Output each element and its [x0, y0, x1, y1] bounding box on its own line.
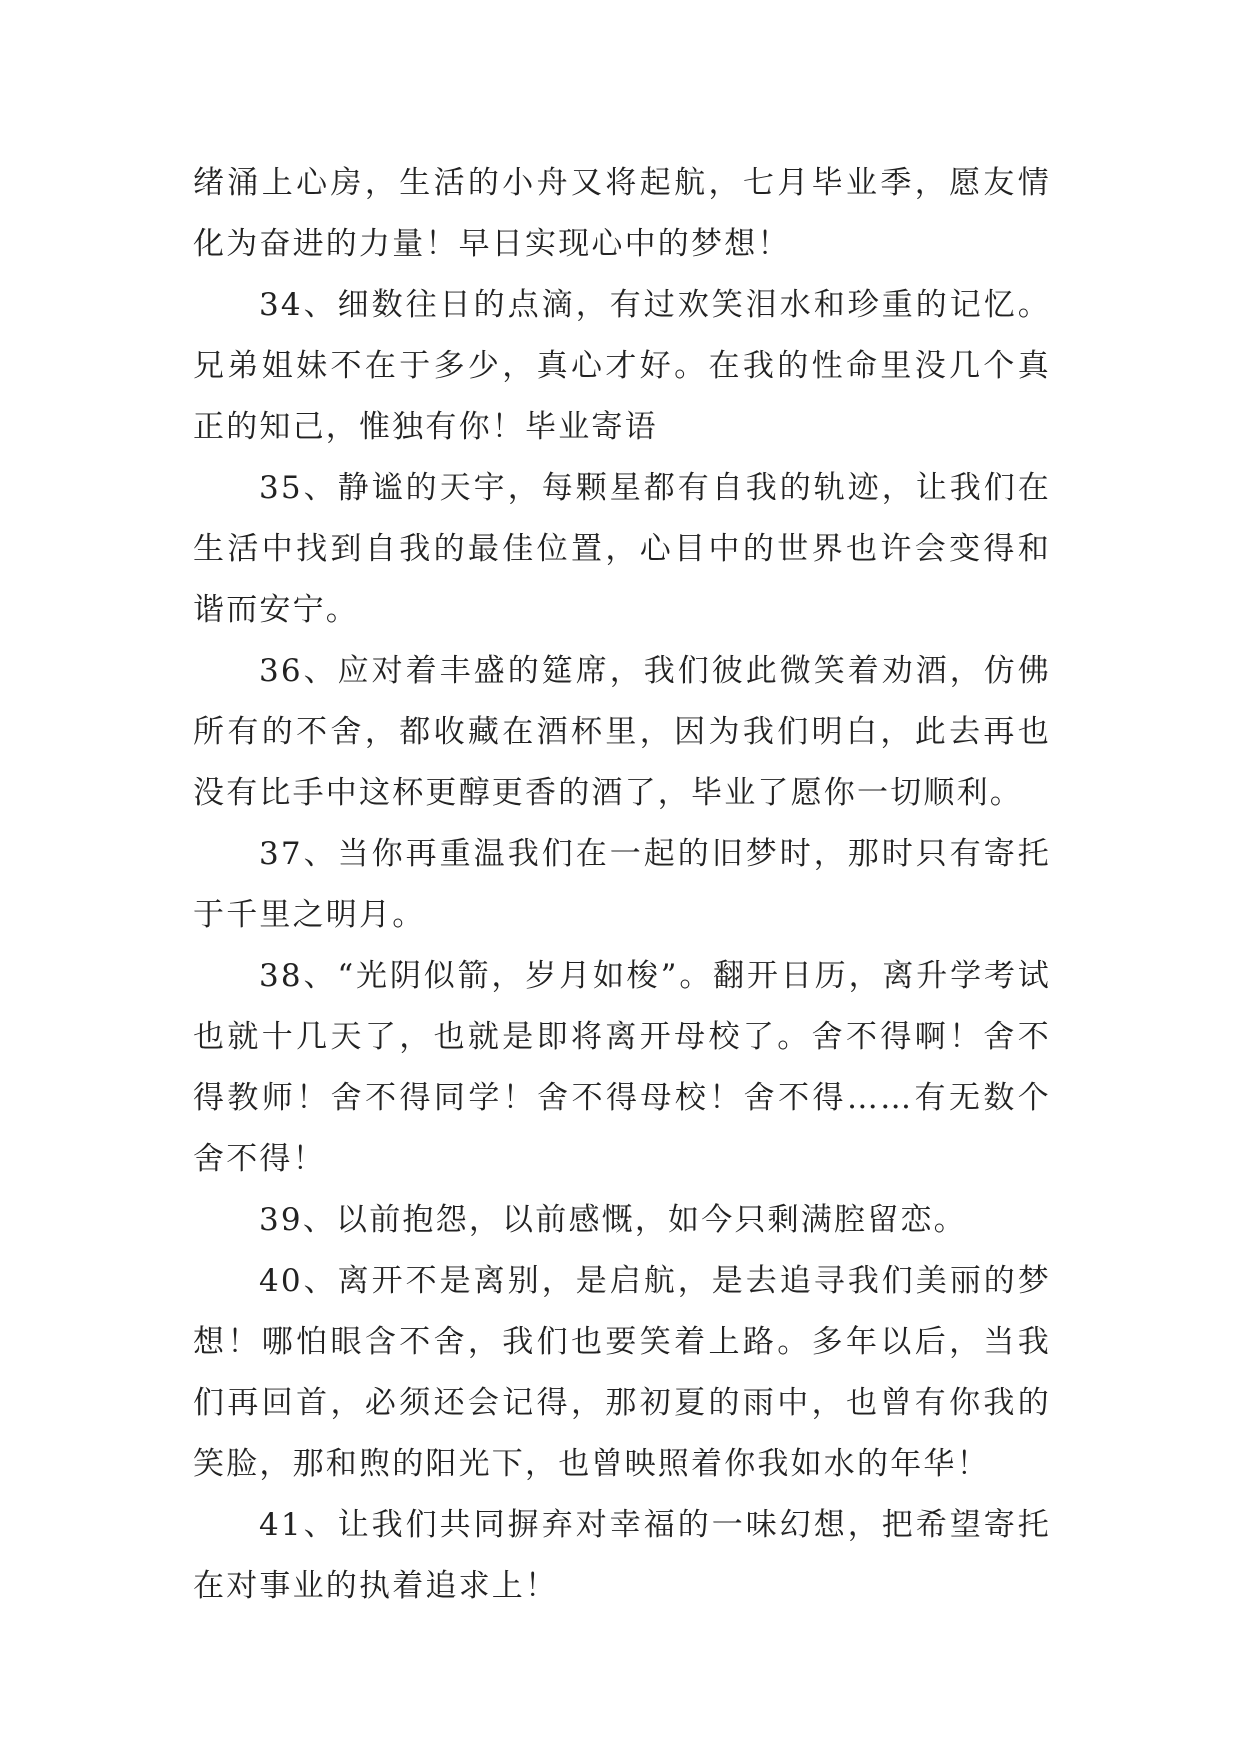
paragraph-39: 39、以前抱怨，以前感慨，如今只剩满腔留恋。	[259, 1202, 967, 1238]
paragraph-40: 40、离开不是离别，是启航，是去追寻我们美丽的梦想！哪怕眼含不舍，我们也要笑着上路。多年以后，当我们再回首，必须还会记得，那初夏的雨中，也曾有你我的笑脸，那和煦的阳光下，也曾映照着你我如水的年华！	[193, 1263, 1051, 1482]
document-body	[193, 153, 1051, 1617]
paragraph-36: 36、应对着丰盛的筵席，我们彼此微笑着劝酒，仿佛所有的不舍，都收藏在酒杯里，因为我们明白，此去再也没有比手中这杯更醇更香的酒了，毕业了愿你一切顺利。	[193, 653, 1051, 811]
paragraph-continued: 绪涌上心房，生活的小舟又将起航，七月毕业季，愿友情化为奋进的力量！早日实现心中的梦想！	[193, 165, 1051, 262]
paragraph-34: 34、细数往日的点滴，有过欢笑泪水和珍重的记忆。兄弟姐妹不在于多少，真心才好。在我的性命里没几个真正的知己，惟独有你！毕业寄语	[193, 287, 1051, 445]
paragraph-38: 38、“光阴似箭，岁月如梭”。翻开日历，离升学考试也就十几天了，也就是即将离开母校了。舍不得啊！舍不得教师！舍不得同学！舍不得母校！舍不得……有无数个舍不得！	[193, 958, 1051, 1177]
paragraph-37: 37、当你再重温我们在一起的旧梦时，那时只有寄托于千里之明月。	[193, 836, 1051, 933]
paragraph-35: 35、静谧的天宇，每颗星都有自我的轨迹，让我们在生活中找到自我的最佳位置，心目中的世界也许会变得和谐而安宁。	[193, 470, 1051, 628]
paragraph-41: 41、让我们共同摒弃对幸福的一味幻想，把希望寄托在对事业的执着追求上！	[193, 1507, 1051, 1604]
